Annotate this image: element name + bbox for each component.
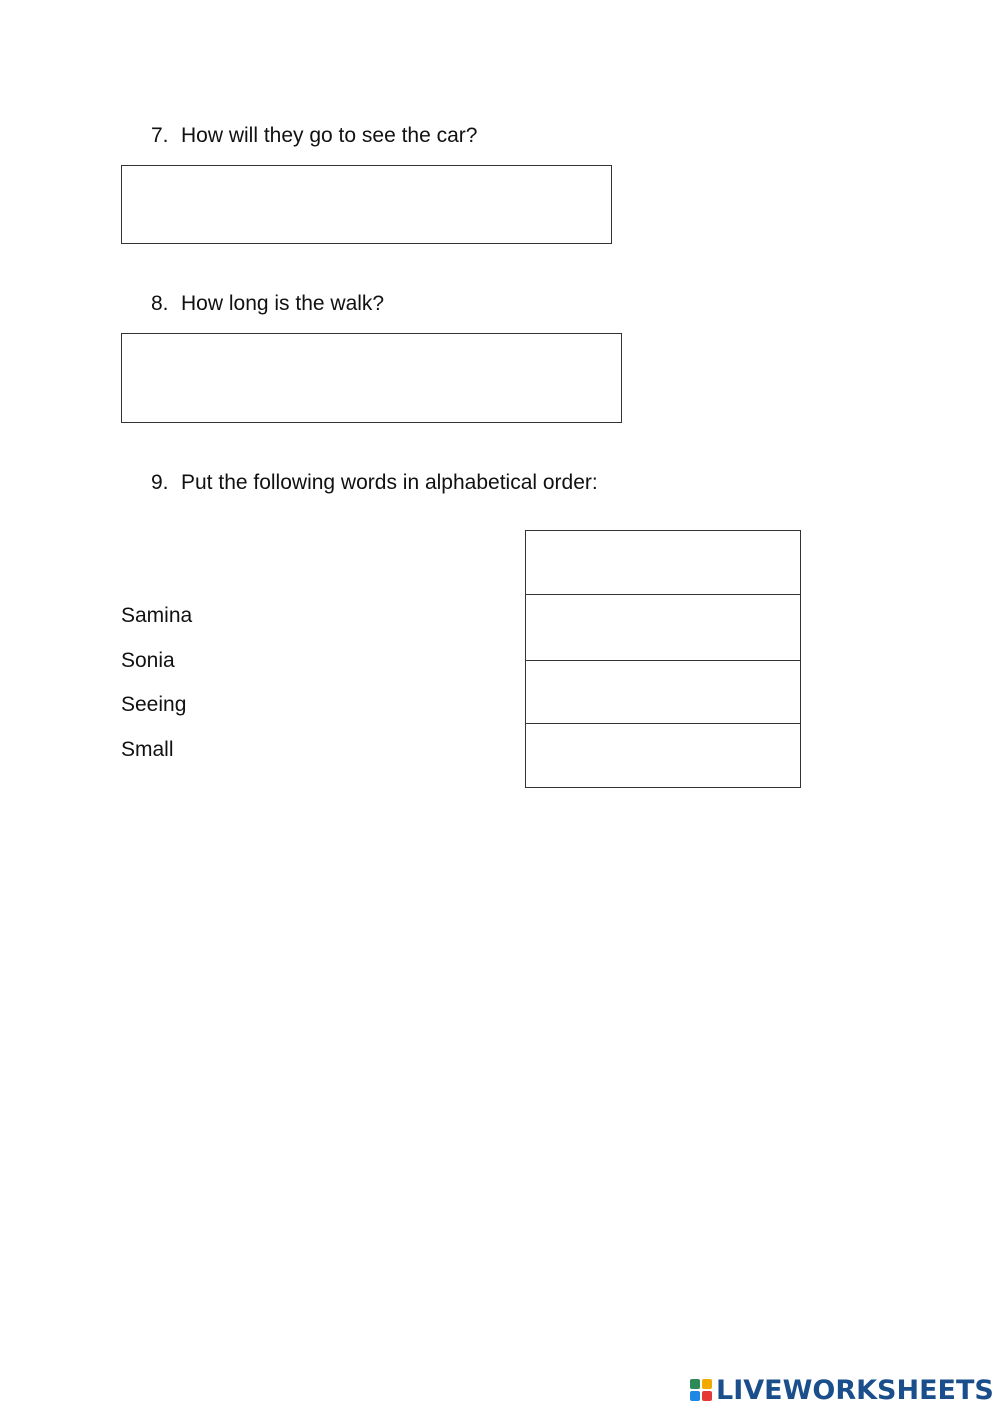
liveworksheets-logo bbox=[690, 1373, 994, 1407]
logo-square-blue bbox=[690, 1391, 700, 1401]
question-number: 7. bbox=[151, 124, 169, 147]
answer-box-8[interactable] bbox=[121, 333, 622, 423]
question-number: 8. bbox=[151, 292, 169, 315]
word-seeing: Seeing bbox=[121, 693, 187, 716]
question-number: 9. bbox=[151, 471, 169, 494]
word-sonia: Sonia bbox=[121, 649, 175, 672]
question-text: How long is the walk? bbox=[181, 292, 385, 315]
question-8 bbox=[151, 290, 384, 318]
question-9 bbox=[151, 469, 598, 497]
answer-box-7[interactable] bbox=[121, 165, 612, 244]
logo-square-red bbox=[702, 1391, 712, 1401]
question-7 bbox=[151, 122, 477, 150]
order-slot-3[interactable] bbox=[526, 661, 800, 724]
logo-square-green bbox=[690, 1379, 700, 1389]
question-text: Put the following words in alphabetical order: bbox=[181, 471, 598, 494]
liveworksheets-wordmark: LIVEWORKSHEETS bbox=[716, 1374, 994, 1406]
word-samina: Samina bbox=[121, 604, 193, 627]
question-text: How will they go to see the car? bbox=[181, 124, 478, 147]
logo-square-yellow bbox=[702, 1379, 712, 1389]
liveworksheets-logo-icon bbox=[690, 1379, 712, 1401]
alphabetical-order-table bbox=[525, 530, 801, 788]
order-slot-4[interactable] bbox=[526, 724, 800, 787]
word-small: Small bbox=[121, 738, 174, 761]
order-slot-1[interactable] bbox=[526, 531, 800, 595]
order-slot-2[interactable] bbox=[526, 595, 800, 661]
